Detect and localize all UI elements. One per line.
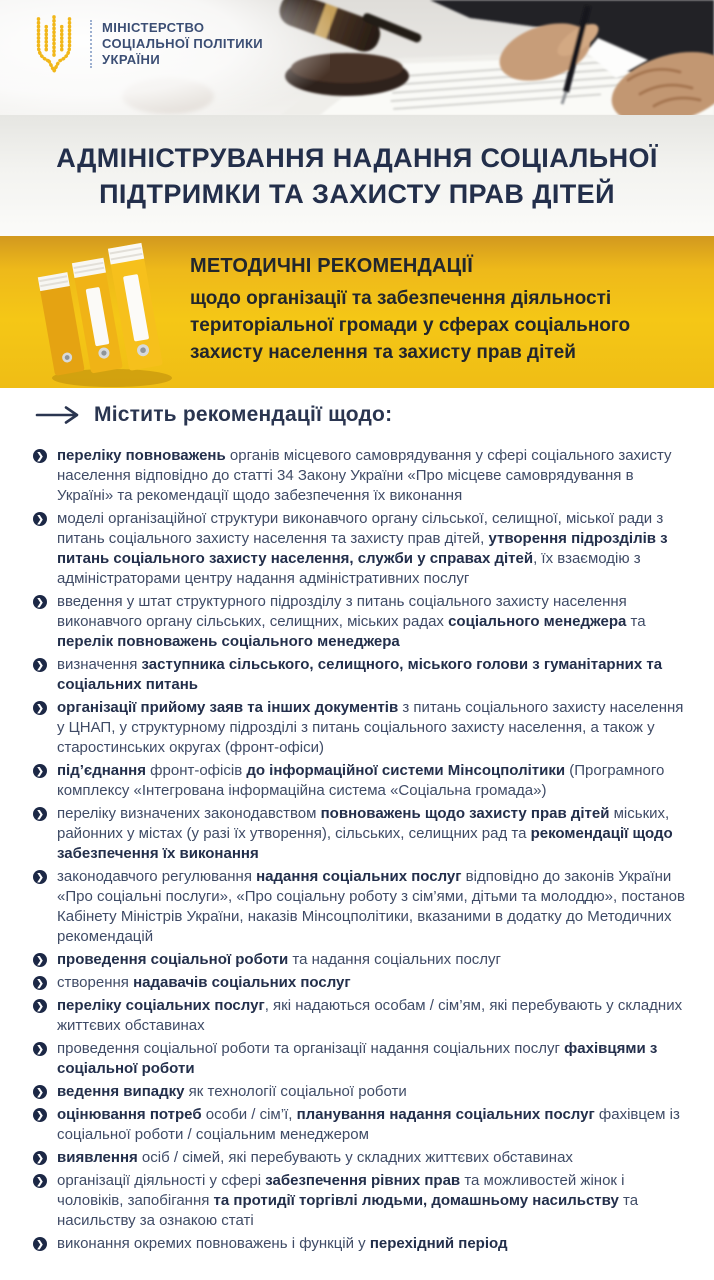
arrow-right-icon <box>35 405 81 425</box>
list-item-text: переліку визначених законодавством повноважень щодо захисту прав дітей міських, районних у містах (у разі їх утворення), сільських, селищних рад та рекомендації щодо забезпечення їх виконання <box>57 805 673 862</box>
header-photo <box>0 0 714 115</box>
list-item <box>33 592 688 652</box>
ministry-name-line: МІНІСТЕРСТВО <box>102 20 205 35</box>
binders-icon <box>30 240 185 388</box>
list-item <box>33 1105 688 1145</box>
ministry-name-line: СОЦІАЛЬНОЇ ПОЛІТИКИ <box>102 36 264 51</box>
chevron-circle-icon: ❯ <box>33 1085 47 1099</box>
list-item-text: організації діяльності у сфері забезпечення рівних прав та можливостей жінок і чоловіків, запобігання та протидії торгівлі людьми, домашньому насильству та насильству за ознакою статі <box>57 1172 639 1229</box>
chevron-circle-icon: ❯ <box>33 512 47 526</box>
list-item <box>33 1082 688 1102</box>
binders-illustration <box>30 240 185 388</box>
list-item-text: оцінювання потреб особи / сім’ї, планування надання соціальних послуг фахівцем із соціальної роботи / соціальним менеджером <box>57 1106 680 1143</box>
list-item <box>33 973 688 993</box>
list-item <box>33 950 688 970</box>
list-item-text: ведення випадку як технології соціальної роботи <box>57 1083 407 1100</box>
list-item-text: проведення соціальної роботи та організації надання соціальних послуг фахівцями з соціальної роботи <box>57 1040 658 1077</box>
chevron-circle-icon: ❯ <box>33 870 47 884</box>
chevron-circle-icon: ❯ <box>33 1237 47 1251</box>
recommendations-section <box>0 388 714 1254</box>
list-item-text: переліку повноважень органів місцевого самоврядування у сфері соціального захисту населення відповідно до статті 34 Закону України «Про місцеве самоврядування в Україні» та рекомендації щодо забезпечення їх виконання <box>57 447 672 504</box>
list-item <box>33 867 688 947</box>
content-heading <box>35 403 688 427</box>
chevron-circle-icon: ❯ <box>33 449 47 463</box>
chevron-circle-icon: ❯ <box>33 976 47 990</box>
chevron-circle-icon: ❯ <box>33 701 47 715</box>
list-item-text: під’єднання фронт-офісів до інформаційної системи Мінсоцполітики (Програмного комплексу «Інтегрована інформаційна система «Соціальна громада») <box>57 762 665 799</box>
chevron-circle-icon: ❯ <box>33 1151 47 1165</box>
list-item-text: законодавчого регулювання надання соціальних послуг відповідно до законів України «Про соціальні послуги», «Про соціальну роботу з сім’ями, дітьми та молоддю», постанов Кабінету Міністрів України, наказів Мінсоцполітики, вказаними в додатку до Методичних рекомендацій <box>57 868 685 945</box>
list-item-text: виконання окремих повноважень і функцій у перехідний період <box>57 1235 508 1252</box>
chevron-circle-icon: ❯ <box>33 1108 47 1122</box>
ministry-logo <box>28 13 263 75</box>
list-item-text: створення надавачів соціальних послуг <box>57 974 351 991</box>
banner-subtitle: щодо організації та забезпечення діяльності територіальної громади у сферах соціального захисту населення та захисту прав дітей <box>190 288 631 363</box>
trident-icon <box>28 13 80 75</box>
list-item-text: організації прийому заяв та інших документів з питань соціального захисту населення у ЦНАП, у структурному підрозділі з питань соціального захисту населення, а також у старостинських округах (фронт-офіси) <box>57 699 684 756</box>
title-band <box>0 115 714 236</box>
list-item <box>33 1148 688 1168</box>
chevron-circle-icon: ❯ <box>33 999 47 1013</box>
recommendations-list <box>33 446 688 1254</box>
content-heading-text: Містить рекомендації щодо: <box>94 403 393 426</box>
list-item-text: виявлення осіб / сімей, які перебувають у складних життєвих обставинах <box>57 1149 573 1166</box>
list-item <box>33 509 688 589</box>
ministry-name <box>102 20 263 68</box>
list-item <box>33 1039 688 1079</box>
chevron-circle-icon: ❯ <box>33 1174 47 1188</box>
page-title: АДМІНІСТРУВАННЯ НАДАННЯ СОЦІАЛЬНОЇ ПІДТРИМКИ ТА ЗАХИСТУ ПРАВ ДІТЕЙ <box>56 142 658 209</box>
banner-heading: МЕТОДИЧНІ РЕКОМЕНДАЦІЇ <box>190 255 473 277</box>
list-item <box>33 446 688 506</box>
ministry-name-line: УКРАЇНИ <box>102 52 161 67</box>
chevron-circle-icon: ❯ <box>33 807 47 821</box>
list-item <box>33 804 688 864</box>
list-item-text: переліку соціальних послуг, які надаються особам / сім’ям, які перебувають у складних життєвих обставинах <box>57 997 683 1034</box>
list-item <box>33 1234 688 1254</box>
list-item <box>33 996 688 1036</box>
list-item <box>33 761 688 801</box>
chevron-circle-icon: ❯ <box>33 658 47 672</box>
banner-text <box>190 255 660 366</box>
list-item <box>33 1171 688 1231</box>
logo-separator <box>90 20 92 68</box>
list-item <box>33 698 688 758</box>
methodical-banner <box>0 236 714 388</box>
list-item <box>33 655 688 695</box>
list-item-text: моделі організаційної структури виконавчого органу сільської, селищної, міської ради з питань соціального захисту населення та захисту прав дітей, утворення підрозділів з питань соціального захисту населення, служби у справах дітей, їх взаємодію з адміністраторами центру надання адміністративних послуг <box>57 510 668 587</box>
list-item-text: визначення заступника сільського, селищного, міського голови з гуманітарних та соціальних питань <box>57 656 663 693</box>
chevron-circle-icon: ❯ <box>33 953 47 967</box>
list-item-text: введення у штат структурного підрозділу з питань соціального захисту населення виконавчого органу сільських, селищних, міських радах соціального менеджера та перелік повноважень соціального менеджера <box>57 593 646 650</box>
chevron-circle-icon: ❯ <box>33 595 47 609</box>
list-item-text: проведення соціальної роботи та надання соціальних послуг <box>57 951 502 968</box>
chevron-circle-icon: ❯ <box>33 1042 47 1056</box>
chevron-circle-icon: ❯ <box>33 764 47 778</box>
